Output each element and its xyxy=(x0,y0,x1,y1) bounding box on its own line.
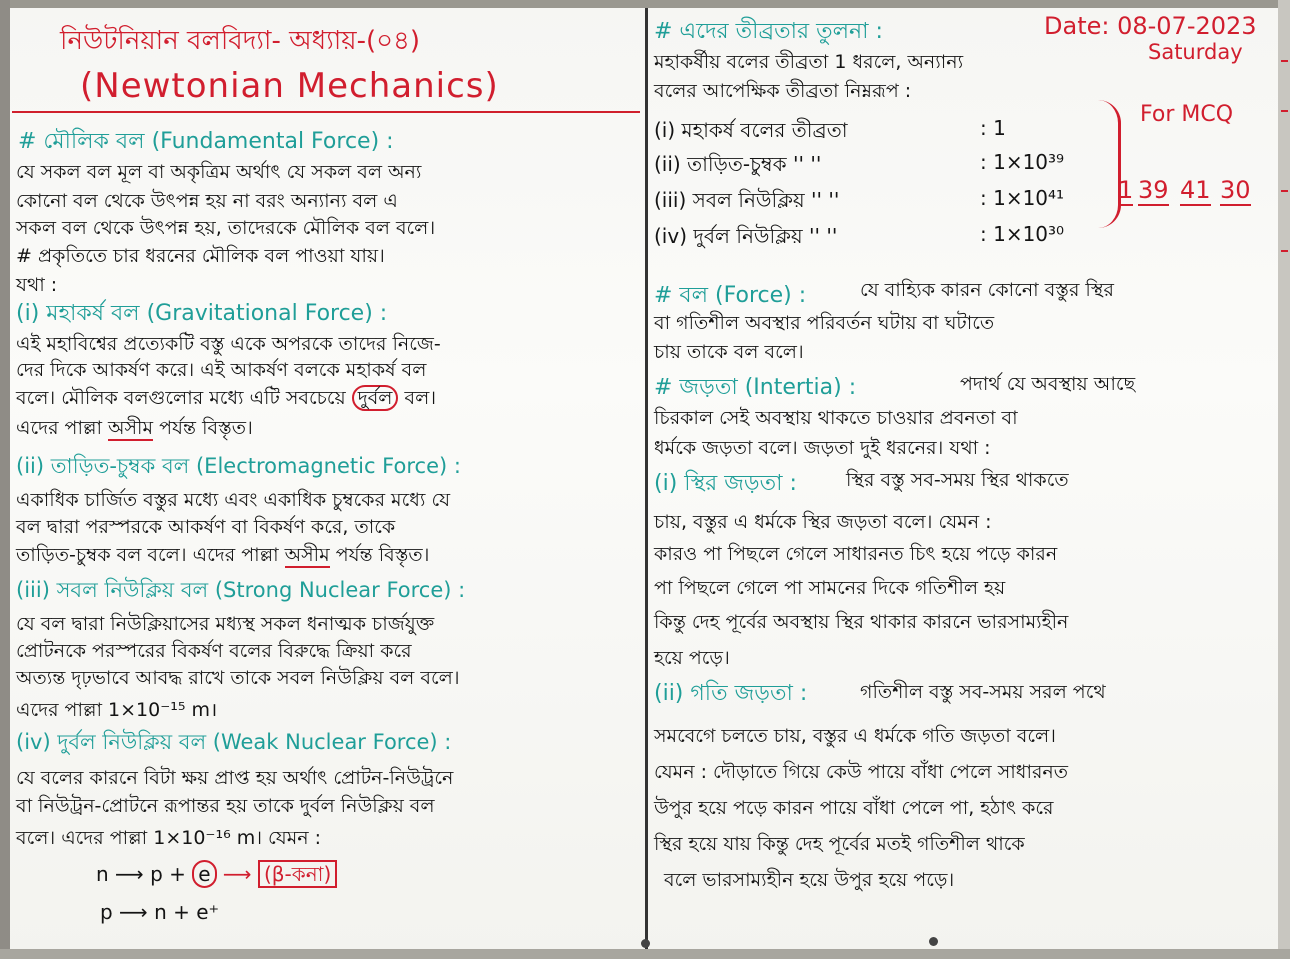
beta-particle-label: (β-কনা) xyxy=(258,860,337,888)
motion-inertia-line: যেমন : দৌড়াতে গিয়ে কেউ পায়ে বাঁধা পেলে সাধারনত xyxy=(654,761,1069,783)
compare-row-value: : 1×10³⁰ xyxy=(980,222,1065,246)
compare-line: বলের আপেক্ষিক তীব্রতা নিম্নরূপ : xyxy=(654,80,912,102)
board-frame-left xyxy=(0,0,10,959)
motion-inertia-line: স্থির হয়ে যায় কিন্তু দেহ পূর্বের মতই গতিশীল থাকে xyxy=(654,833,1025,855)
strong-line: যে বল দ্বারা নিউক্লিয়াসের মধ্যস্থ সকল ধনাত্মক চার্জযুক্ত xyxy=(16,613,435,635)
em-line: একাধিক চার্জিত বস্তুর মধ্যে এবং একাধিক চুম্বকের মধ্যে যে xyxy=(16,489,451,511)
motion-inertia-line: বলে ভারসাম্যহীন হয়ে উপুর হয়ে পড়ে। xyxy=(664,869,955,891)
board-frame-right xyxy=(1278,0,1290,959)
compare-row-label: (ii) তাড়িত-চুম্বক '' '' xyxy=(654,152,822,176)
mcq-number: 41 xyxy=(1180,176,1211,204)
fundamental-force-heading: # মৌলিক বল (Fundamental Force) : xyxy=(18,129,394,154)
weak-line: বলে। এদের পাল্লা 1×10⁻¹⁶ m। যেমন : xyxy=(16,827,322,849)
infinite-underlined-word: অসীম xyxy=(284,544,330,566)
compare-row-label: (iii) সবল নিউক্লিয় '' '' xyxy=(654,188,840,212)
strong-line: প্রোটনকে পরস্পরের বিকর্ষণ বলের বিরুদ্ধে ক্রিয়া করে xyxy=(16,640,412,662)
mcq-number: 30 xyxy=(1220,176,1251,204)
edge-mark xyxy=(1281,250,1288,252)
fundamental-line: # প্রকৃতিতে চার ধরনের মৌলিক বল পাওয়া যায়। xyxy=(16,245,385,267)
rest-inertia-line: হয়ে পড়ে। xyxy=(654,647,730,669)
electron-circled: e xyxy=(192,860,216,888)
mcq-number: 1 xyxy=(1118,176,1134,204)
force-line: চায় তাকে বল বলে। xyxy=(654,341,804,363)
electromagnetic-heading: (ii) তাড়িত-চুম্বক বল (Electromagnetic Force) : xyxy=(16,454,461,478)
rest-inertia-line: স্থির বস্তু সব-সময় স্থির থাকতে xyxy=(846,469,1069,491)
beta-decay-equation xyxy=(96,860,337,893)
inertia-heading: # জড়তা (Intertia) : xyxy=(654,375,857,400)
inertia-line: পদার্থ যে অবস্থায় আছে xyxy=(960,373,1136,395)
motion-inertia-line: উপুর হয়ে পড়ে কারন পায়ে বাঁধা পেলে পা, হঠাৎ করে xyxy=(654,797,1054,819)
intensity-comparison-heading: # এদের তীব্রতার তুলনা : xyxy=(654,19,883,44)
infinite-underlined-word: অসীম xyxy=(108,417,154,439)
board-magnet-left xyxy=(641,939,650,948)
grav-range-text: এদের পাল্লা xyxy=(16,417,102,439)
edge-mark xyxy=(1281,110,1288,112)
compare-row-label: (iv) দুর্বল নিউক্লিয় '' '' xyxy=(654,224,838,248)
board-magnet-right xyxy=(929,937,938,946)
equation-arrow: ⟶ xyxy=(222,862,252,886)
positron-equation: p ⟶ n + e⁺ xyxy=(100,900,220,924)
em-line: বল দ্বারা পরস্পরকে আকর্ষণ বা বিকর্ষণ করে, তাকে xyxy=(16,516,396,538)
rest-inertia-line: চায়, বস্তুর এ ধর্মকে স্থির জড়তা বলে। যেমন : xyxy=(654,511,992,533)
weak-line: যে বলের কারনে বিটা ক্ষয় প্রাপ্ত হয় অর্থাৎ প্রোটন-নিউট্রনে xyxy=(16,767,454,789)
force-heading: # বল (Force) : xyxy=(654,283,807,308)
mcq-number: 39 xyxy=(1138,176,1169,204)
fundamental-line: যে সকল বল মূল বা অকৃত্রিম অর্থাৎ যে সকল বল অন্য xyxy=(16,161,422,183)
weak-nuclear-heading: (iv) দুর্বল নিউক্লিয় বল (Weak Nuclear Force) : xyxy=(16,730,452,754)
rest-inertia-heading: (i) স্থির জড়তা : xyxy=(654,471,797,496)
board-frame-bottom xyxy=(0,949,1290,959)
em-line xyxy=(16,541,429,573)
header-underline xyxy=(12,111,640,113)
day-label: Saturday xyxy=(1148,40,1243,64)
strong-line: অত্যন্ত দৃঢ়ভাবে আবদ্ধ রাখে তাকে সবল নিউক্লিয় বল বলে। xyxy=(16,667,460,689)
curly-brace xyxy=(1098,100,1121,228)
force-line: যে বাহ্যিক কারন কোনো বস্তুর স্থির xyxy=(860,279,1114,301)
grav-line xyxy=(16,414,253,446)
strong-line: এদের পাল্লা 1×10⁻¹⁵ m। xyxy=(16,699,218,721)
strong-nuclear-heading: (iii) সবল নিউক্লিয় বল (Strong Nuclear Force) : xyxy=(16,578,466,602)
grav-line: দের দিকে আকর্ষণ করে। এই আকর্ষণ বলকে মহাকর্ষ বল xyxy=(16,359,427,381)
compare-line: মহাকর্ষীয় বলের তীব্রতা 1 ধরলে, অন্যান্য xyxy=(654,51,964,73)
rest-inertia-line: কিন্তু দেহ পূর্বের অবস্থায় স্থির থাকার কারনে ভারসাম্যহীন xyxy=(654,611,1069,633)
grav-line xyxy=(16,384,436,416)
compare-row-value: : 1×10³⁹ xyxy=(980,150,1065,174)
grav-line-text: বলে। মৌলিক বলগুলোর মধ্যে এটি সবচেয়ে xyxy=(16,387,346,409)
board-frame-top xyxy=(0,0,1290,8)
em-range-end: পর্যন্ত বিস্তৃত। xyxy=(335,544,430,566)
chapter-title-bangla: নিউটনিয়ান বলবিদ্যা- অধ্যায়-(০৪) xyxy=(60,26,421,56)
compare-row-value: : 1 xyxy=(980,116,1006,140)
grav-line-end: বল। xyxy=(404,387,437,409)
inertia-line: ধর্মকে জড়তা বলে। জড়তা দুই ধরনের। যথা : xyxy=(654,437,991,459)
grav-range-end: পর্যন্ত বিস্তৃত। xyxy=(159,417,253,439)
date-label: Date: 08-07-2023 xyxy=(1044,12,1257,40)
edge-mark xyxy=(1281,60,1288,62)
inertia-line: চিরকাল সেই অবস্থায় থাকতে চাওয়ার প্রবনতা বা xyxy=(654,407,1018,429)
weakest-circled-word: দুর্বল xyxy=(352,385,399,411)
grav-line: এই মহাবিশ্বের প্রত্যেকটি বস্তু একে অপরকে তাদের নিজে- xyxy=(16,333,441,355)
rest-inertia-line: কারও পা পিছলে গেলে সাধারনত চিৎ হয়ে পড়ে কারন xyxy=(654,543,1058,565)
motion-inertia-heading: (ii) গতি জড়তা : xyxy=(654,681,808,706)
fundamental-line: যথা : xyxy=(16,274,58,296)
fundamental-line: কোনো বল থেকে উৎপন্ন হয় না বরং অন্যান্য বল এ xyxy=(16,190,398,212)
equation-lhs: n ⟶ p + xyxy=(96,862,186,886)
compare-row-label: (i) মহাকর্ষ বলের তীব্রতা xyxy=(654,118,848,142)
motion-inertia-line: সমবেগে চলতে চায়, বস্তুর এ ধর্মকে গতি জড়তা বলে। xyxy=(654,725,1056,747)
gravitational-heading: (i) মহাকর্ষ বল (Gravitational Force) : xyxy=(16,301,388,326)
weak-line: বা নিউট্রন-প্রোটনে রূপান্তর হয় তাকে দুর্বল নিউক্লিয় বল xyxy=(16,795,435,817)
compare-row-value: : 1×10⁴¹ xyxy=(980,186,1065,210)
fundamental-line: সকল বল থেকে উৎপন্ন হয়, তাদেরকে মৌলিক বল বলে। xyxy=(16,217,436,239)
force-line: বা গতিশীল অবস্থার পরিবর্তন ঘটায় বা ঘটাতে xyxy=(654,312,995,334)
motion-inertia-line: গতিশীল বস্তু সব-সময় সরল পথে xyxy=(860,681,1106,703)
chapter-title-english: (Newtonian Mechanics) xyxy=(80,66,499,106)
em-range-text: তাড়িত-চুম্বক বল বলে। এদের পাল্লা xyxy=(16,544,279,566)
rest-inertia-line: পা পিছলে গেলে পা সামনের দিকে গতিশীল হয় xyxy=(654,577,1006,599)
center-divider-line xyxy=(645,8,648,949)
mcq-title: For MCQ xyxy=(1140,102,1234,127)
edge-mark xyxy=(1281,190,1288,192)
